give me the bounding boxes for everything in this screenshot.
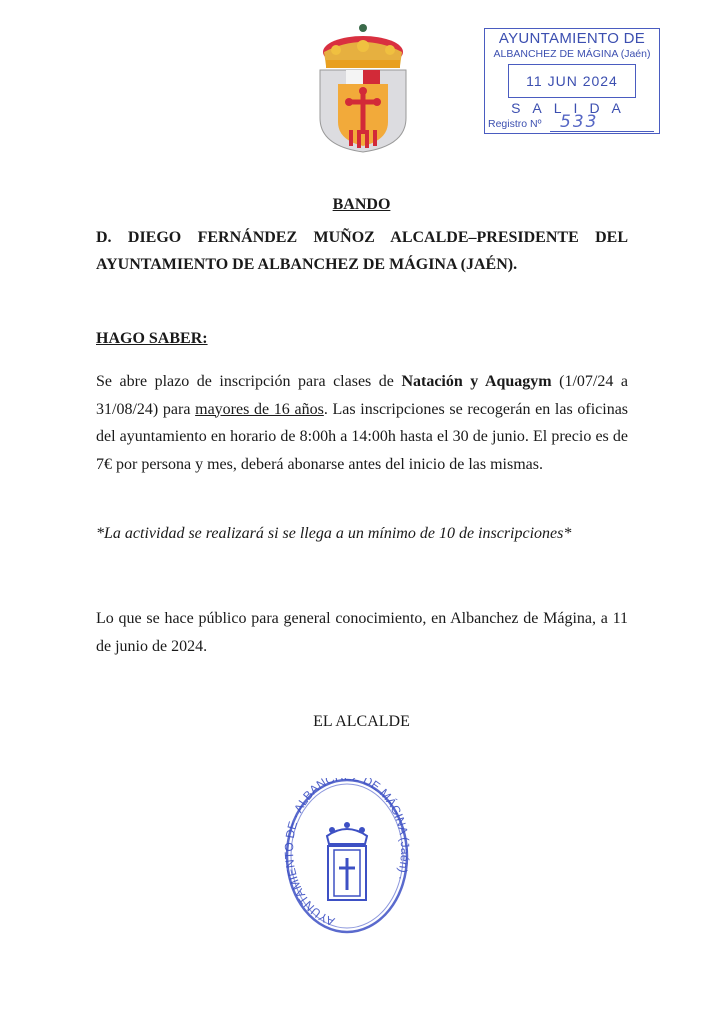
stamp-date: 11 JUN 2024 [508, 64, 636, 98]
stamp-line2: ALBANCHEZ DE MÁGINA (Jaén) [493, 48, 651, 60]
author-line-2: AYUNTAMIENTO DE ALBANCHEZ DE MÁGINA (JAÉN). [96, 256, 518, 273]
document-title: BANDO [332, 196, 391, 213]
stamp-underline [550, 131, 654, 132]
stamp-registro-number: 533 [560, 112, 599, 132]
seal-text: AYUNTAMIENTO DE · ALBANC DE MÁGINA (Jaén) · [282, 778, 412, 929]
registry-stamp [480, 26, 662, 136]
official-seal [282, 778, 412, 938]
hago-saber-heading: HAGO SABER: [96, 330, 208, 347]
coat-of-arms-logo [316, 22, 410, 154]
body-text-1: Se abre plazo de inscripción para clases de [96, 373, 402, 390]
body-text-3: . Las inscripciones se recogerán en las oficinas del ayuntamiento en horario de 8:00h a 14:00h hasta el 30 de junio. El precio es de 7€ por persona y mes, deberá abonarse antes del inicio de las mismas. [96, 400, 629, 473]
body-text-2: (1/07/24 a 31/08/24) para [96, 373, 628, 418]
body-bold-activity: Natación y Aquagym [401, 373, 552, 390]
stamp-type: SALIDA [511, 100, 633, 116]
closing-paragraph: Lo que se hace público para general conocimiento, en Albanchez de Mágina, a 11 de junio de 2024. [96, 610, 628, 655]
body-paragraph [96, 368, 628, 478]
body-underlined-age: mayores de 16 años [195, 400, 324, 418]
minimum-note: *La actividad se realizará si se llega a un mínimo de 10 de inscripciones* [96, 525, 572, 542]
signer-title: EL ALCALDE [313, 713, 410, 730]
author-line-1: D. DIEGO FERNÁNDEZ MUÑOZ ALCALDE–PRESIDENTE DEL [96, 229, 628, 246]
stamp-registro-label: Registro Nº [488, 118, 542, 130]
stamp-line1: AYUNTAMIENTO DE [498, 30, 646, 47]
